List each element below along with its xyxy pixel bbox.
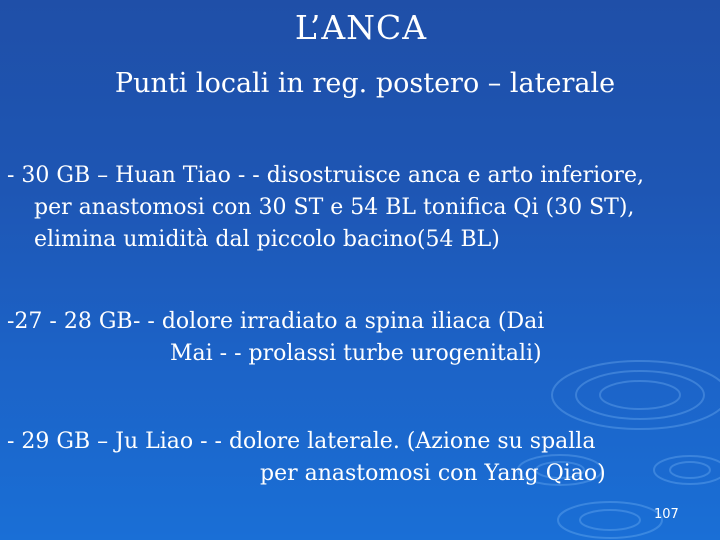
slide-title: L’ANCA bbox=[294, 8, 428, 47]
paragraph-30-gb bbox=[7, 160, 644, 256]
text-line: elimina umidità dal piccolo bacino(54 BL) bbox=[34, 227, 500, 252]
text-line: - 30 GB – Huan Tiao - - disostruisce anca e arto inferiore, bbox=[7, 163, 644, 188]
text-line: per anastomosi con 30 ST e 54 BL tonifica Qi (30 ST), bbox=[34, 195, 635, 220]
text-line: - 29 GB – Ju Liao - - dolore laterale. (Azione su spalla bbox=[7, 429, 596, 454]
text-line: per anastomosi con Yang Qiao) bbox=[260, 461, 606, 486]
slide-subtitle: Punti locali in reg. postero – laterale bbox=[114, 68, 616, 99]
text-line: Mai - - prolassi turbe urogenitali) bbox=[170, 341, 542, 366]
text-line: -27 - 28 GB- - dolore irradiato a spina iliaca (Dai bbox=[7, 309, 545, 334]
page-number: 107 bbox=[654, 507, 679, 522]
paragraph-29-gb bbox=[7, 426, 606, 490]
paragraph-27-28-gb bbox=[7, 306, 544, 370]
